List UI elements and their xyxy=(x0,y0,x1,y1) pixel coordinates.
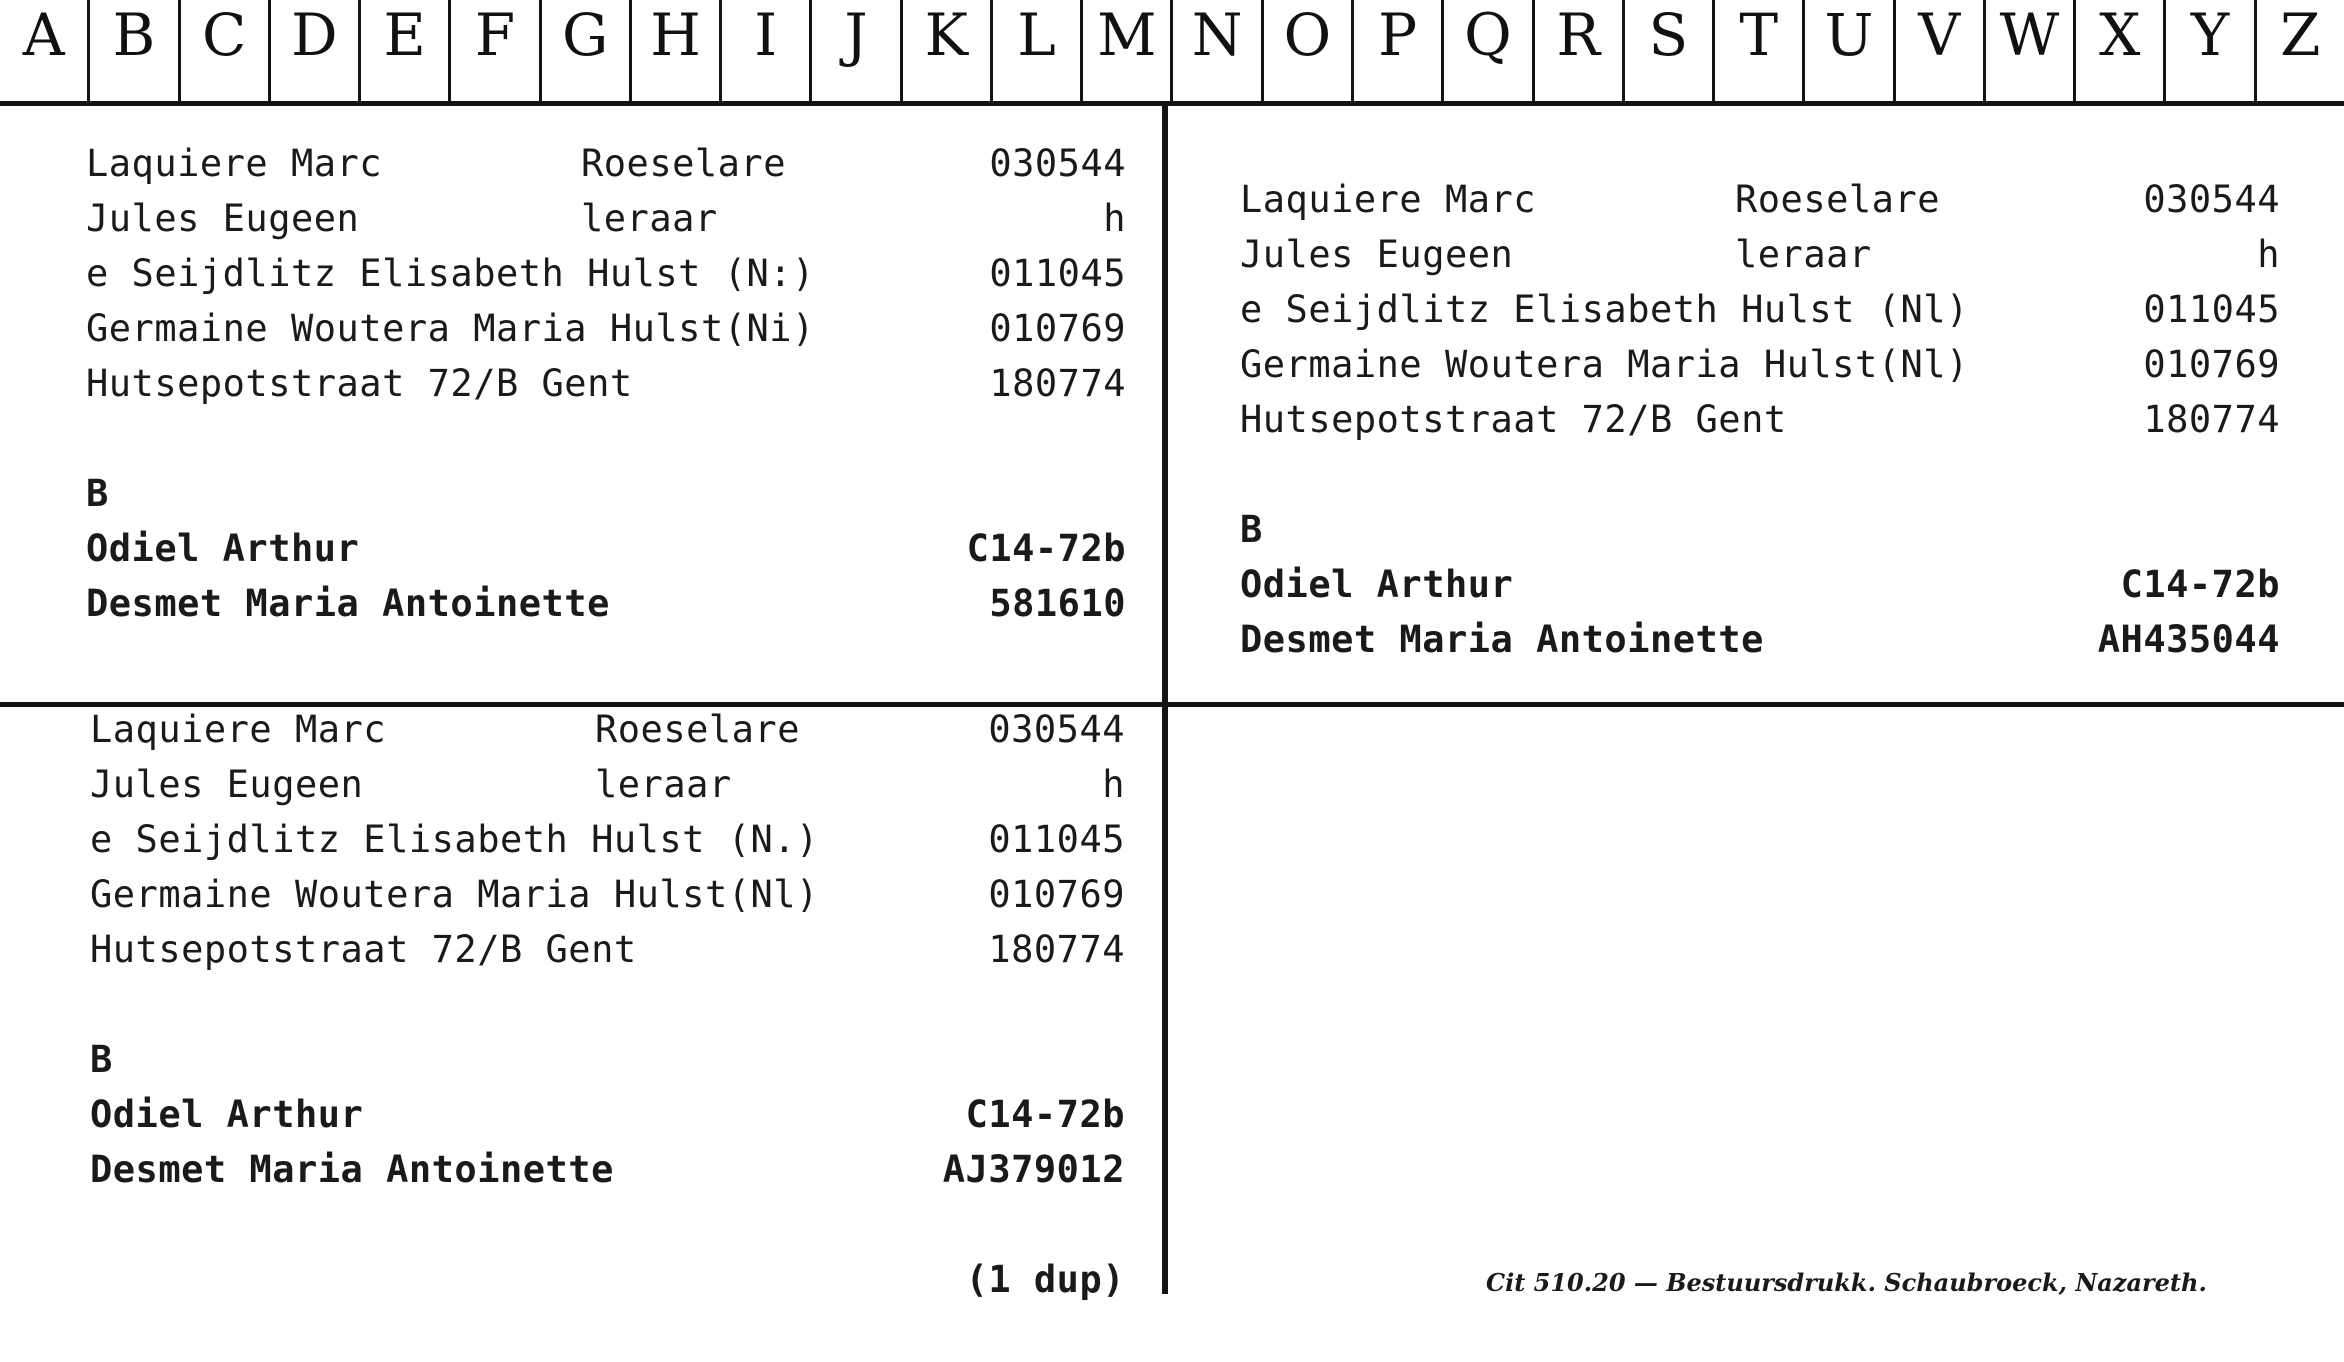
record-code: 011045 xyxy=(988,818,1125,861)
index-letter-d: D xyxy=(271,0,361,101)
index-letter-w: W xyxy=(1986,0,2076,101)
record-name: Desmet Maria Antoinette xyxy=(1240,618,1764,661)
record-line xyxy=(90,867,1125,922)
index-letter-s: S xyxy=(1625,0,1715,101)
record-code: C14-72b xyxy=(966,527,1126,570)
record-code: h xyxy=(1103,197,1126,240)
index-letter-e: E xyxy=(361,0,451,101)
record-address: Hutsepotstraat 72/B Gent xyxy=(90,928,637,971)
index-letter-k: K xyxy=(903,0,993,101)
record-code: 030544 xyxy=(2143,178,2280,221)
index-letter-h: H xyxy=(632,0,722,101)
record-code: h xyxy=(1102,763,1125,806)
index-letter-y: Y xyxy=(2166,0,2256,101)
record-section xyxy=(90,1032,1125,1087)
record-line xyxy=(1240,282,2280,337)
record-line xyxy=(90,1197,1125,1301)
record-line xyxy=(90,812,1125,867)
record-code: 010769 xyxy=(989,307,1126,350)
record-place: Roeselare xyxy=(581,142,786,185)
record-name: Odiel Arthur xyxy=(1240,563,1514,606)
section-letter: B xyxy=(86,472,109,515)
index-letter-l: L xyxy=(993,0,1083,101)
alphabet-index-strip xyxy=(0,0,2344,106)
record-card-top-left xyxy=(86,136,1126,631)
record-line xyxy=(90,702,1125,757)
record-name: Laquiere Marc xyxy=(1240,178,1537,221)
record-code: 011045 xyxy=(989,252,1126,295)
record-line xyxy=(1240,172,2280,227)
index-letter-n: N xyxy=(1173,0,1263,101)
record-code: 010769 xyxy=(988,873,1125,916)
record-code: 581610 xyxy=(989,582,1126,625)
record-place: Roeselare xyxy=(1735,178,1940,221)
index-letter-a: A xyxy=(0,0,90,101)
index-letter-q: Q xyxy=(1444,0,1534,101)
record-line xyxy=(1240,612,2280,667)
record-code: h xyxy=(2257,233,2280,276)
record-name: Germaine Woutera Maria Hulst(Ni) xyxy=(86,307,815,350)
record-code: 180774 xyxy=(988,928,1125,971)
index-letter-r: R xyxy=(1535,0,1625,101)
record-line xyxy=(86,356,1126,411)
record-name: Odiel Arthur xyxy=(90,1093,364,1136)
record-code: AJ379012 xyxy=(942,1148,1125,1191)
record-card-top-right xyxy=(1240,172,2280,667)
index-letter-b: B xyxy=(90,0,180,101)
record-occupation: leraar xyxy=(581,197,718,240)
record-line xyxy=(1240,557,2280,612)
record-occupation: leraar xyxy=(1735,233,1872,276)
record-name: e Seijdlitz Elisabeth Hulst (N.) xyxy=(90,818,819,861)
record-line xyxy=(86,521,1126,576)
index-letter-o: O xyxy=(1264,0,1354,101)
record-name: Germaine Woutera Maria Hulst(Nl) xyxy=(90,873,819,916)
record-address: Hutsepotstraat 72/B Gent xyxy=(86,362,633,405)
section-letter: B xyxy=(90,1038,113,1081)
index-letter-p: P xyxy=(1354,0,1444,101)
record-place: Roeselare xyxy=(595,708,800,751)
record-code: AH435044 xyxy=(2097,618,2280,661)
record-name: Odiel Arthur xyxy=(86,527,360,570)
vertical-divider xyxy=(1162,106,1168,1294)
record-line xyxy=(90,757,1125,812)
record-line xyxy=(86,246,1126,301)
record-section xyxy=(86,466,1126,521)
record-line xyxy=(90,1087,1125,1142)
index-letter-x: X xyxy=(2076,0,2166,101)
record-line xyxy=(86,301,1126,356)
section-letter: B xyxy=(1240,508,1263,551)
index-letter-z: Z xyxy=(2280,1,2321,69)
duplicate-note: (1 dup) xyxy=(965,1258,1125,1301)
record-name: Desmet Maria Antoinette xyxy=(90,1148,614,1191)
record-line xyxy=(1240,392,2280,447)
record-line xyxy=(1240,227,2280,282)
index-letter-c: C xyxy=(181,0,271,101)
record-section xyxy=(1240,502,2280,557)
record-code: 180774 xyxy=(989,362,1126,405)
record-code: 180774 xyxy=(2143,398,2280,441)
record-name: Laquiere Marc xyxy=(90,708,387,751)
record-line xyxy=(90,1142,1125,1197)
record-address: Hutsepotstraat 72/B Gent xyxy=(1240,398,1787,441)
record-line xyxy=(1240,337,2280,392)
index-letter-m: M xyxy=(1083,0,1173,101)
index-letter-v: V xyxy=(1896,0,1986,101)
record-line xyxy=(86,191,1126,246)
index-letter-f: F xyxy=(451,0,541,101)
record-name: e Seijdlitz Elisabeth Hulst (N:) xyxy=(86,252,815,295)
record-name: Jules Eugeen xyxy=(1240,233,1514,276)
index-letter-i: I xyxy=(722,0,812,101)
record-name: Jules Eugeen xyxy=(86,197,360,240)
record-name: Laquiere Marc xyxy=(86,142,383,185)
index-letter-t: T xyxy=(1715,0,1805,101)
record-code: 010769 xyxy=(2143,343,2280,386)
record-card-bottom-left xyxy=(90,702,1125,1301)
record-line xyxy=(86,576,1126,631)
record-line xyxy=(86,136,1126,191)
record-code: C14-72b xyxy=(2120,563,2280,606)
record-name: Germaine Woutera Maria Hulst(Nl) xyxy=(1240,343,1969,386)
index-letter-j: J xyxy=(812,0,902,101)
record-code: C14-72b xyxy=(965,1093,1125,1136)
record-name: e Seijdlitz Elisabeth Hulst (Nl) xyxy=(1240,288,1969,331)
record-name: Jules Eugeen xyxy=(90,763,364,806)
record-line xyxy=(90,922,1125,977)
printer-imprint: Cit 510.20 — Bestuursdrukk. Schaubroeck, Nazareth. xyxy=(1486,1268,2207,1297)
record-code: 011045 xyxy=(2143,288,2280,331)
record-code: 030544 xyxy=(989,142,1126,185)
index-letter-u: U xyxy=(1805,0,1895,101)
index-letter-g: G xyxy=(542,0,632,101)
record-name: Desmet Maria Antoinette xyxy=(86,582,610,625)
record-occupation: leraar xyxy=(595,763,732,806)
record-code: 030544 xyxy=(988,708,1125,751)
